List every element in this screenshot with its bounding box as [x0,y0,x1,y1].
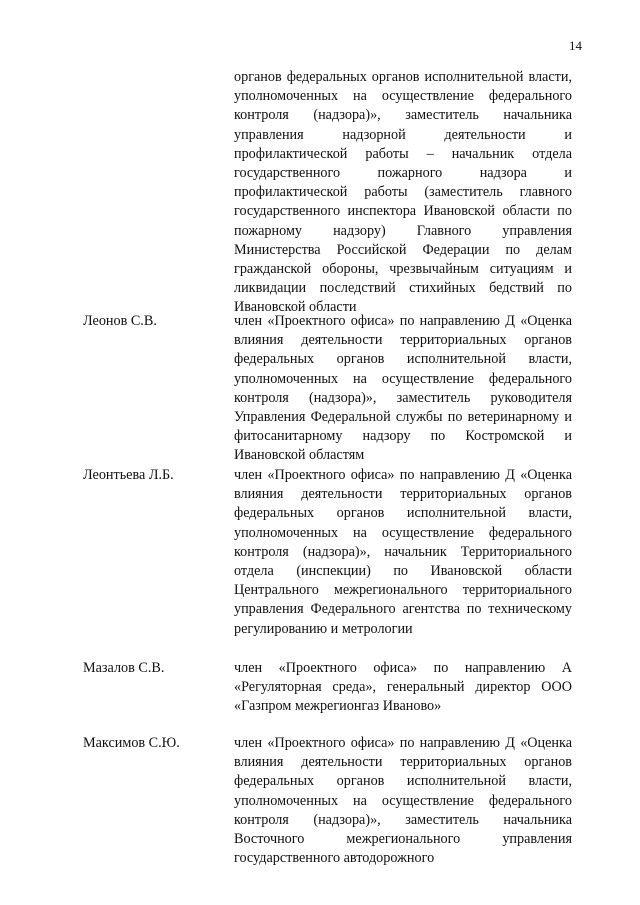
continuation-paragraph: органов федеральных органов исполнительной власти, уполномоченных на осуществление федерального контроля (надзора)», заместитель начальника управления надзорной деятельности и профилактической работы – начальник отдела государственного пожарного надзора и профилактической работы (заместитель главного государственного инспектора Ивановской области по пожарному надзору) Главного управления Министерства Российской Федерации по делам гражданской обороны, чрезвычайным ситуациям и ликвидации последствий стихийных бедствий по Ивановской области [234,69,572,316]
member-name: Мазалов С.В. [83,660,165,676]
member-description: член «Проектного офиса» по направлению Д «Оценка влияния деятельности территориальных органов федеральных органов исполнительной власти, уполномоченных на осуществление федерального контроля (надзора)», заместитель начальника Восточного межрегионального управления государственного автодорожного [234,735,572,867]
member-description: член «Проектного офиса» по направлению Д «Оценка влияния деятельности территориальных органов федеральных органов исполнительной власти, уполномоченных на осуществление федерального контроля (надзора)», заместитель руководителя Управления Федеральной службы по ветеринарному и фитосанитарному надзору по Костромской и Ивановской областям [234,313,572,464]
page-number: 14 [569,38,582,53]
member-name: Леонтьева Л.Б. [83,467,174,483]
member-name: Максимов С.Ю. [83,735,180,751]
member-description: член «Проектного офиса» по направлению А «Регуляторная среда», генеральный директор ООО «Газпром межрегионгаз Иваново» [234,660,572,715]
member-description: член «Проектного офиса» по направлению Д «Оценка влияния деятельности территориальных органов федеральных органов исполнительной власти, уполномоченных на осуществление федерального контроля (надзора)», начальник Территориального отдела (инспекции) по Ивановской области Центрального межрегионального территориального управления Федерального агентства по техническому регулированию и метрологии [234,467,572,637]
member-name: Леонов С.В. [83,313,157,329]
